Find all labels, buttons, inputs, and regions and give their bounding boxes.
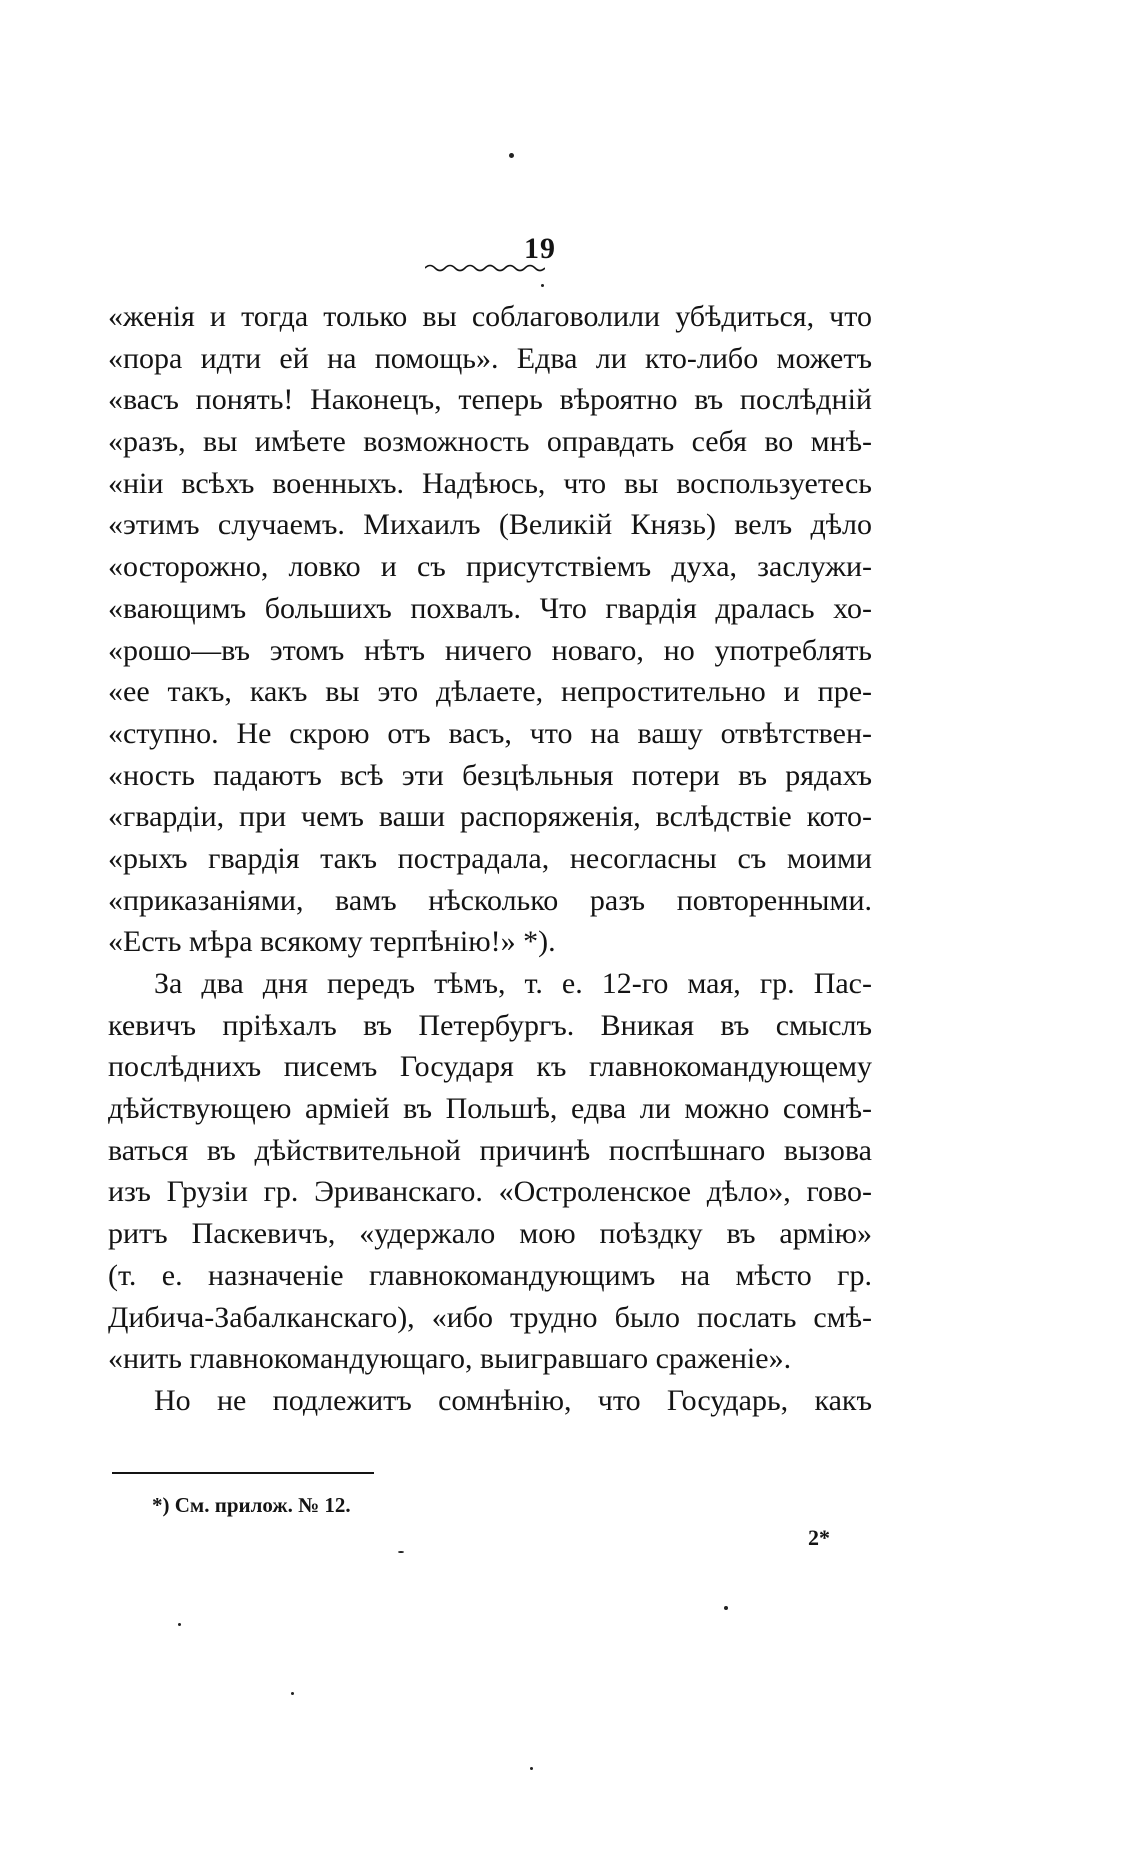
scan-speck <box>541 284 544 287</box>
printer-signature-mark: 2* <box>808 1525 830 1550</box>
ornamental-wavy-rule <box>425 262 545 274</box>
text-line: «женія и тогда только вы соблаговолили убѣдиться, что <box>108 300 872 333</box>
text-line: «этимъ случаемъ. Михаилъ (Великій Князь) велъ дѣло <box>108 508 872 542</box>
scan-speck <box>724 1606 728 1610</box>
text-line: «рошо—въ этомъ нѣтъ ничего новаго, но употреблять <box>108 633 872 667</box>
text-line: «Есть мѣра всякому терпѣнію!» *). <box>108 925 556 959</box>
body-text <box>108 296 872 1422</box>
text-line: изъ Грузіи гр. Эриванскаго. «Остроленское дѣло», гово- <box>108 1175 872 1209</box>
text-line: послѣднихъ писемъ Государя къ главнокомандующему <box>108 1050 872 1084</box>
paragraph-first-line: Но не подлежитъ сомнѣнію, что Государь, какъ <box>154 1383 872 1417</box>
text-line: «ступно. Не скрою отъ васъ, что на вашу отвѣтствен- <box>108 716 872 750</box>
text-line: «осторожно, ловко и съ присутствіемъ духа, заслужи- <box>108 550 872 584</box>
text-line: «вающимъ большихъ похвалъ. Что гвардія дралась хо- <box>108 591 872 625</box>
text-line: «васъ понять! Наконецъ, теперь вѣроятно въ послѣдній <box>108 383 872 417</box>
scan-speck <box>398 1551 404 1553</box>
text-line: кевичъ пріѣхалъ въ Петербургъ. Вникая въ смыслъ <box>108 1008 872 1042</box>
scan-speck <box>509 153 514 158</box>
text-line: «разъ, вы имѣете возможность оправдать себя во мнѣ- <box>108 425 872 459</box>
scan-speck <box>291 1692 294 1695</box>
text-line: «рыхъ гвардія такъ пострадала, несогласны съ моими <box>108 841 872 875</box>
text-line: «нить главнокомандующаго, выигравшаго сраженіе». <box>108 1342 792 1376</box>
text-line: «гвардіи, при чемъ ваши распоряженія, вслѣдствіе кото- <box>108 800 872 834</box>
text-line: ваться въ дѣйствительной причинѣ поспѣшнаго вызова <box>108 1133 872 1167</box>
paragraph-first-line: За два дня передъ тѣмъ, т. е. 12-го мая, гр. Пас- <box>154 967 872 1000</box>
footnote-divider <box>112 1472 374 1474</box>
footnote: *) См. прилож. № 12. <box>152 1493 351 1517</box>
scan-speck <box>530 1767 533 1770</box>
scan-speck <box>178 1623 181 1626</box>
text-line: Дибича-Забалканскаго), «ибо трудно было послать смѣ- <box>108 1300 872 1334</box>
text-line: «ность падаютъ всѣ эти безцѣльныя потери въ рядахъ <box>108 758 872 792</box>
text-line: ритъ Паскевичъ, «удержало мою поѣздку въ армію» <box>108 1217 872 1251</box>
page-number: 19 <box>524 232 556 265</box>
text-line: «ее такъ, какъ вы это дѣлаете, непростительно и пре- <box>108 675 872 709</box>
text-line: «ніи всѣхъ военныхъ. Надѣюсь, что вы воспользуетесь <box>108 466 872 500</box>
text-line: «пора идти ей на помощь». Едва ли кто-либо можетъ <box>108 341 872 375</box>
text-line: (т. е. назначеніе главнокомандующимъ на мѣсто гр. <box>108 1258 872 1292</box>
text-line: «приказаніями, вамъ нѣсколько разъ повторенными. <box>108 883 872 917</box>
text-line: дѣйствующею арміей въ Польшѣ, едва ли можно сомнѣ- <box>108 1092 872 1126</box>
